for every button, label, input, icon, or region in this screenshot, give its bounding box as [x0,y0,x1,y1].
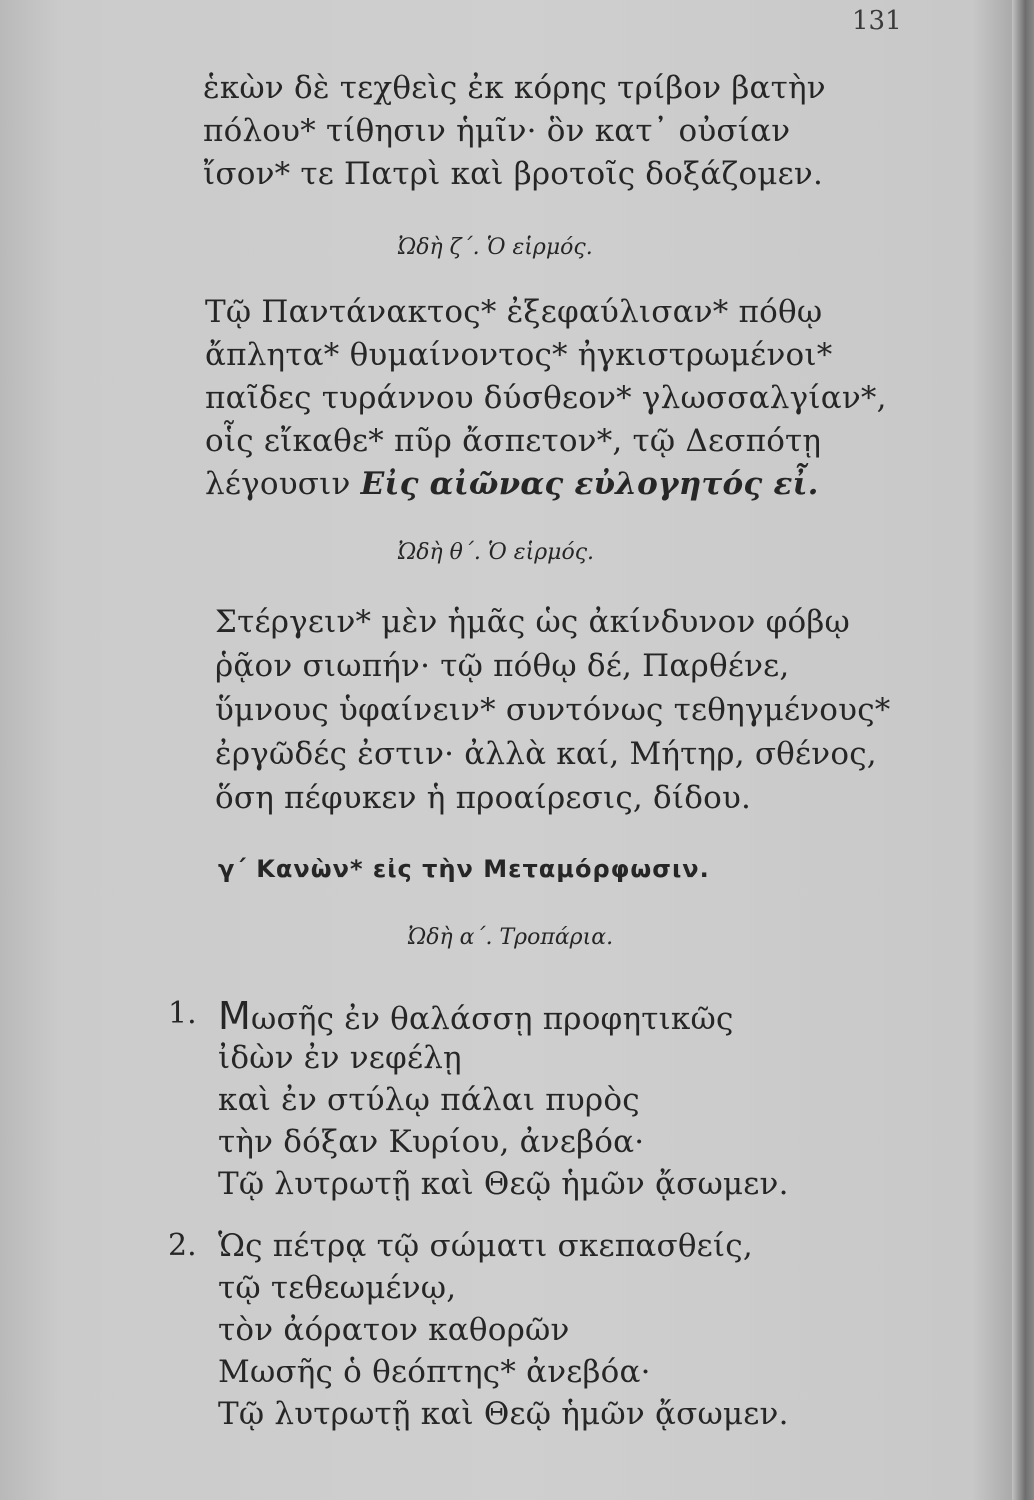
text-line: Ὡς πέτρᾳ τῷ σώματι σκεπασθείς, [218,1228,753,1264]
text-line: ἴσον* τε Πατρὶ καὶ βροτοῖς δοξάζομεν. [203,156,824,192]
text-plain: ωσῆς ἐν θαλάσσῃ προφητικῶς [251,1001,734,1037]
troparion-number: 1. [168,996,197,1031]
text-plain: λέγουσιν [205,466,361,502]
text-line: τὴν δόξαν Κυρίου, ἀνεβόα· [218,1124,645,1160]
text-line [205,466,819,502]
text-line: ἐργῶδές ἐστιν· ἀλλὰ καί, Μήτηρ, σθένος, [215,736,877,772]
ode-heading: Ὠδὴ ζ΄. Ὁ εἱρμός. [398,235,593,260]
canon-title: γ΄ Κανὼν* εἰς τὴν Μεταμόρφωσιν. [218,855,710,883]
text-line: Τῷ λυτρωτῇ καὶ Θεῷ ἡμῶν ᾄσωμεν. [218,1166,789,1202]
drop-cap: Μ [218,994,251,1038]
text-line: Στέργειν* μὲν ἡμᾶς ὡς ἀκίνδυνον φόβῳ [215,604,850,640]
ode-heading: Ὠδὴ α΄. Τροπάρια. [408,925,614,950]
text-line: τῷ τεθεωμένῳ, [218,1270,457,1306]
troparion-first-line [218,994,734,1038]
text-line: Μωσῆς ὁ θεόπτης* ἀνεβόα· [218,1354,651,1390]
page-edge [1012,0,1034,1500]
text-line: καὶ ἐν στύλῳ πάλαι πυρὸς [218,1082,640,1118]
text-line: ὕμνους ὑφαίνειν* συντόνως τεθηγμένους* [215,692,891,728]
text-line: τὸν ἀόρατον καθορῶν [218,1312,570,1348]
refrain-bold: Εἰς αἰῶνας εὐλογητός εἶ. [360,466,819,502]
text-line: πόλου* τίθησιν ἡμῖν· ὃν κατ᾽ οὐσίαν [203,113,791,149]
ode-heading: Ὠδὴ θ΄. Ὁ εἱρμός. [398,540,595,565]
text-line: Τῷ λυτρωτῇ καὶ Θεῷ ἡμῶν ᾄσωμεν. [218,1396,789,1432]
text-line: ἑκὼν δὲ τεχθεὶς ἐκ κόρης τρίβον βατὴν [203,70,826,106]
text-line: ἄπλητα* θυμαίνοντος* ἠγκιστρωμένοι* [205,337,833,373]
text-line: οἷς εἴκαθε* πῦρ ἄσπετον*, τῷ Δεσπότῃ [205,423,822,459]
text-line: Τῷ Παντάνακτος* ἐξεφαύλισαν* πόθῳ [205,294,823,330]
troparion-number: 2. [168,1228,197,1263]
text-line: ῥᾷον σιωπήν· τῷ πόθῳ δέ, Παρθένε, [215,648,790,684]
text-line: παῖδες τυράννου δύσθεον* γλωσσαλγίαν*, [205,380,887,416]
text-line: ἰδὼν ἐν νεφέλῃ [218,1040,462,1076]
text-line: ὅση πέφυκεν ἡ προαίρεσις, δίδου. [215,780,752,816]
page-number: 131 [852,6,902,36]
